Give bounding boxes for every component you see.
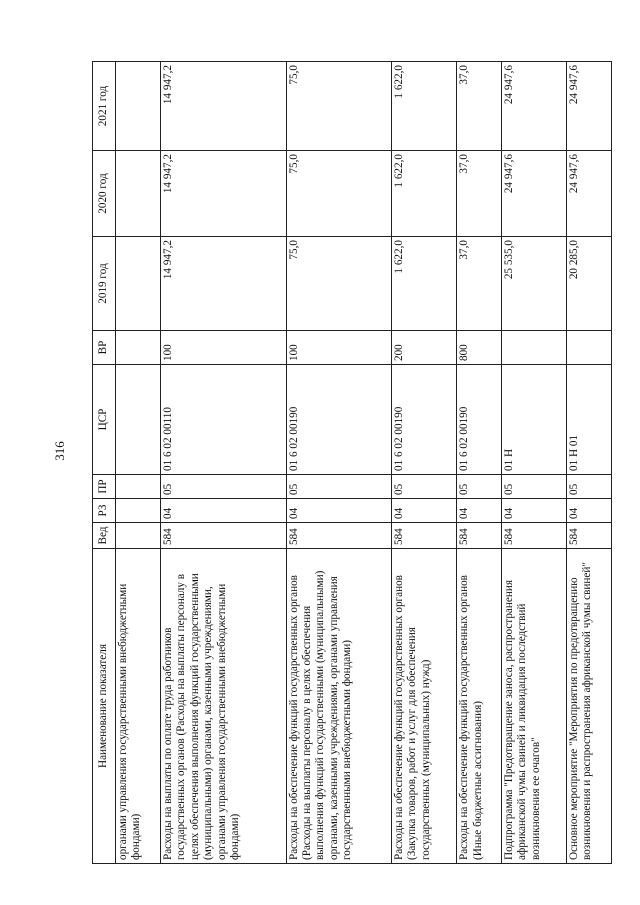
cell-name: Основное мероприятие "Мероприятия по предотвращению возникновения и распространения африканской чумы свиней" [567, 549, 612, 864]
header-rz: РЗ [93, 499, 116, 523]
cell-name: Расходы на обеспечение функций государственных органов (Закупка товаров, работ и услуг для обеспечения государственных (муниципальных) нужд) [392, 549, 457, 864]
cell-pr: 05 [567, 475, 612, 499]
cell-2021: 37,0 [457, 62, 502, 151]
cell-2020: 24 947,6 [567, 151, 612, 237]
cell-2021: 24 947,6 [567, 62, 612, 151]
page-number: 316 [52, 441, 67, 461]
cell-2021: 1 622,0 [392, 62, 457, 151]
header-pr: ПР [93, 475, 116, 499]
header-2019: 2019 год [93, 237, 116, 331]
cell-vr [567, 331, 612, 365]
cell-name: Расходы на обеспечение функций государственных органов (Расходы на выплаты персоналу в целях обеспечения выполнения функций государственными (муниципальными) органами, казенными учреждениями, органами управления государственными внебюджетными фондами) [286, 549, 391, 864]
cell-2019: 75,0 [286, 237, 391, 331]
cell-pr: 05 [160, 475, 286, 499]
cell-2020: 14 947,2 [160, 151, 286, 237]
table-row [286, 62, 391, 864]
budget-table-container [92, 62, 612, 864]
cell-ved: 584 [567, 523, 612, 549]
cell-2020: 1 622,0 [392, 151, 457, 237]
cell-2019 [116, 237, 161, 331]
cell-pr: 05 [501, 475, 566, 499]
cell-name: Расходы на выплаты по оплате труда работников государственных органов (Расходы на выплаты персоналу в целях обеспечения выполнения функций государственными (муниципальными) органами, казенными учреждениями, органами управления государственными внебюджетными фондами) [160, 549, 286, 864]
cell-ved: 584 [501, 523, 566, 549]
cell-pr [116, 475, 161, 499]
cell-csr: 01 6 02 00190 [286, 365, 391, 475]
table-row [567, 62, 612, 864]
cell-csr: 01 6 02 00110 [160, 365, 286, 475]
cell-vr: 200 [392, 331, 457, 365]
cell-name: Расходы на обеспечение функций государственных органов (Иные бюджетные ассигнования) [457, 549, 502, 864]
cell-rz [116, 499, 161, 523]
table-row [116, 62, 161, 864]
cell-pr: 05 [457, 475, 502, 499]
cell-vr [116, 331, 161, 365]
cell-2020: 37,0 [457, 151, 502, 237]
cell-csr: 01 6 02 00190 [392, 365, 457, 475]
cell-vr [501, 331, 566, 365]
cell-csr: 01 Н 01 [567, 365, 612, 475]
cell-vr: 100 [160, 331, 286, 365]
cell-ved: 584 [286, 523, 391, 549]
cell-name: органами управления государственными внебюджетными фондами) [116, 549, 161, 864]
cell-2020: 75,0 [286, 151, 391, 237]
cell-2021: 14 947,2 [160, 62, 286, 151]
cell-2020 [116, 151, 161, 237]
header-csr: ЦСР [93, 365, 116, 475]
header-2021: 2021 год [93, 62, 116, 151]
cell-rz: 04 [392, 499, 457, 523]
cell-pr: 05 [286, 475, 391, 499]
cell-2019: 14 947,2 [160, 237, 286, 331]
cell-2019: 37,0 [457, 237, 502, 331]
header-name: Наименование показателя [93, 549, 116, 864]
cell-ved [116, 523, 161, 549]
cell-vr: 800 [457, 331, 502, 365]
table-row [392, 62, 457, 864]
cell-name: Подпрограмма "Предотвращение заноса, распространения африканской чумы свиней и ликвидация последствий возникновения ее очагов" [501, 549, 566, 864]
cell-2019: 25 535,0 [501, 237, 566, 331]
cell-csr [116, 365, 161, 475]
table-row [457, 62, 502, 864]
cell-2019: 1 622,0 [392, 237, 457, 331]
cell-csr: 01 6 02 00190 [457, 365, 502, 475]
cell-ved: 584 [392, 523, 457, 549]
table-header-row [93, 62, 116, 864]
cell-2021 [116, 62, 161, 151]
budget-table [92, 61, 612, 864]
cell-csr: 01 Н [501, 365, 566, 475]
header-vr: ВР [93, 331, 116, 365]
cell-2021: 24 947,6 [501, 62, 566, 151]
table-row [501, 62, 566, 864]
cell-rz: 04 [160, 499, 286, 523]
cell-rz: 04 [457, 499, 502, 523]
cell-rz: 04 [501, 499, 566, 523]
header-2020: 2020 год [93, 151, 116, 237]
header-ved: Вед [93, 523, 116, 549]
cell-ved: 584 [160, 523, 286, 549]
cell-pr: 05 [392, 475, 457, 499]
cell-2019: 20 285,0 [567, 237, 612, 331]
cell-rz: 04 [286, 499, 391, 523]
cell-2020: 24 947,6 [501, 151, 566, 237]
table-row [160, 62, 286, 864]
cell-2021: 75,0 [286, 62, 391, 151]
cell-ved: 584 [457, 523, 502, 549]
cell-vr: 100 [286, 331, 391, 365]
cell-rz: 04 [567, 499, 612, 523]
